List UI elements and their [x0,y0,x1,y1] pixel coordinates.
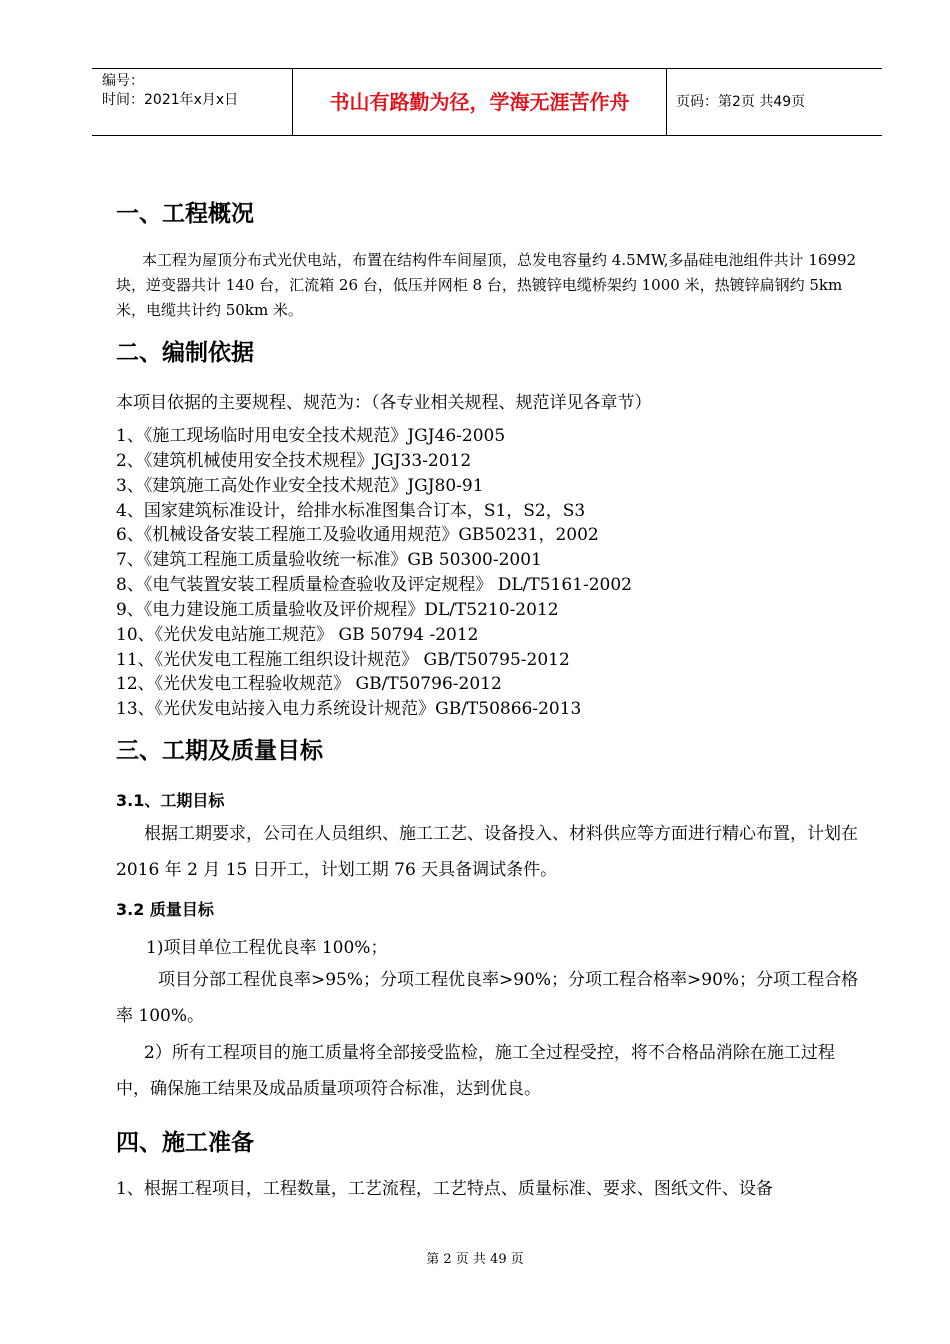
basis-intro: 本项目依据的主要规程、规范为：（各专业相关规程、规范详见各章节） [116,393,652,413]
section-title-basis: 二、编制依据 [116,340,254,366]
schedule-paragraph: 根据工期要求，公司在人员组织、施工工艺、设备投入、材料供应等方面进行精心布置，计划在 2016 年 2 月 15 日开工，计划工期 76 天具备调试条件。 [116,824,858,880]
section-title-overview: 一、工程概况 [116,201,254,227]
subsection-title-schedule: 3.1、工期目标 [116,791,225,810]
section-overview-paragraph: 本工程为屋顶分布式光伏电站，布置在结构件车间屋顶，总发电容量约 4.5MW,多晶硅电池组件共计 16992 块，逆变器共计 140 台，汇流箱 26 台，低压并网柜 8 台，热镀锌电缆桥架约 1000 米，热镀锌扁钢约 5km 米，电缆共计约 50km 米。 [116,251,857,319]
list-item: 13、《光伏发电站接入电力系统设计规范》GB/T50866-2013 [116,699,582,720]
list-item: 10、《光伏发电站施工规范》 GB 50794 -2012 [116,624,479,645]
standards-list [116,424,632,722]
quality-paragraph: 项目分部工程优良率>95%；分项工程优良率>90%；分项工程合格率>90%；分项工程合格率 100%。 [116,970,859,1026]
preparation-paragraph: 1、根据工程项目，工程数量，工艺流程，工艺特点、质量标准、要求、图纸文件、设备 [116,1179,773,1199]
list-item: 8、《电气装置安装工程质量检查验收及评定规程》 DL/T5161-2002 [116,575,632,596]
quality-paragraph-2: 2）所有工程项目的施工质量将全部接受监检，施工全过程受控，将不合格品消除在施工过程中，确保施工结果及成品质量项项符合标准，达到优良。 [116,1043,835,1099]
subsection-title-quality: 3.2 质量目标 [116,900,214,919]
page-header [92,68,882,136]
list-item: 9、《电力建设施工质量验收及评价规程》DL/T5210-2012 [116,599,559,620]
section-title-preparation: 四、施工准备 [116,1130,254,1156]
list-item: 3、《建筑施工高处作业安全技术规范》JGJ80-91 [116,475,484,496]
header-meta-cell [92,69,293,135]
list-item: 7、《建筑工程施工质量验收统一标准》GB 50300-2001 [116,550,542,571]
document-time-label: 时间：2021年x月x日 [102,92,239,108]
document-number-label: 编号： [102,73,144,89]
list-item: 11、《光伏发电工程施工组织设计规范》 GB/T50795-2012 [116,649,570,670]
list-item: 12、《光伏发电工程验收规范》 GB/T50796-2012 [116,674,502,695]
list-item: 2、《建筑机械使用安全技术规程》JGJ33-2012 [116,450,472,471]
quality-item-1: 1)项目单位工程优良率 100%； [146,938,388,958]
list-item: 4、国家建筑标准设计，给排水标准图集合订本，S1，S2，S3 [116,500,586,521]
header-page-info: 页码：第2页 共49页 [676,94,806,110]
page-footer: 第 2 页 共 49 页 [426,1252,524,1267]
list-item: 1、《施工现场临时用电安全技术规范》JGJ46-2005 [116,426,506,446]
header-motto: 书山有路勤为径，学海无涯苦作舟 [293,69,667,135]
section-title-schedule-quality: 三、工期及质量目标 [116,738,323,764]
list-item: 6、《机械设备安装工程施工及验收通用规范》GB50231，2002 [116,525,599,546]
